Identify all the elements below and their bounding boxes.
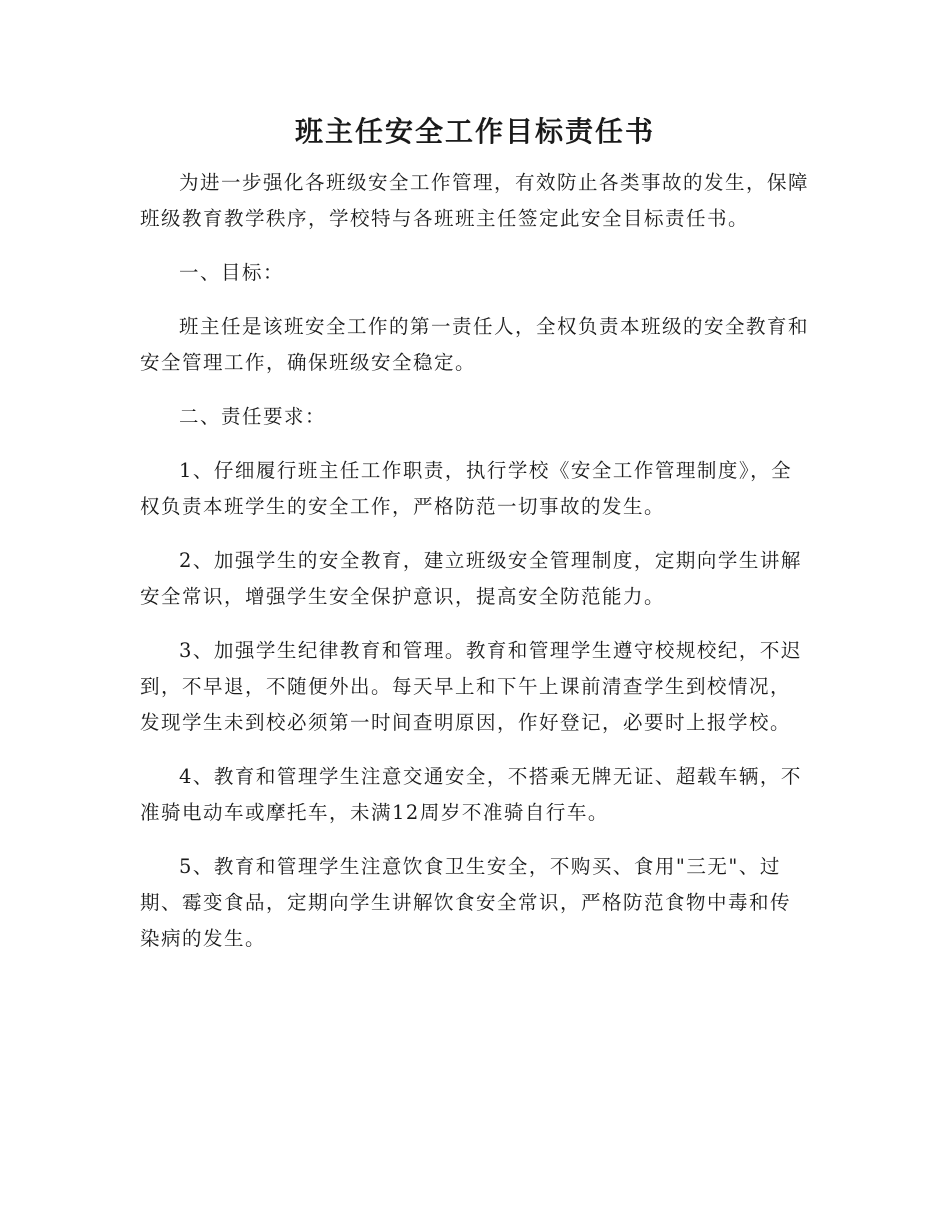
document-body — [140, 165, 810, 975]
requirement-item-3: 3、加强学生纪律教育和管理。教育和管理学生遵守校规校纪，不迟到，不早退，不随便外出。每天早上和下午上课前清查学生到校情况，发现学生未到校必须第一时间查明原因，作好登记，必要时上报学校。 — [140, 639, 802, 734]
requirement-item-4: 4、教育和管理学生注意交通安全，不搭乘无牌无证、超载车辆，不准骑电动车或摩托车，未满12周岁不准骑自行车。 — [140, 765, 802, 824]
section-heading-goal: 一、目标： — [179, 261, 285, 284]
document-title: 班主任安全工作目标责任书 — [294, 115, 655, 148]
requirement-item-2: 2、加强学生的安全教育，建立班级安全管理制度，定期向学生讲解安全常识，增强学生安全保护意识，提高安全防范能力。 — [140, 549, 802, 608]
requirement-item-1: 1、仔细履行班主任工作职责，执行学校《安全工作管理制度》，全权负责本班学生的安全工作，严格防范一切事故的发生。 — [140, 459, 793, 518]
intro-paragraph: 为进一步强化各班级安全工作管理，有效防止各类事故的发生，保障班级教育教学秩序，学校特与各班班主任签定此安全目标责任书。 — [140, 171, 810, 230]
section-heading-requirements: 二、责任要求： — [179, 405, 327, 428]
goal-paragraph: 班主任是该班安全工作的第一责任人，全权负责本班级的安全教育和安全管理工作，确保班级安全稳定。 — [140, 315, 810, 374]
requirement-item-5: 5、教育和管理学生注意饮食卫生安全，不购买、食用"三无"、过期、霉变食品，定期向学生讲解饮食安全常识，严格防范食物中毒和传染病的发生。 — [140, 855, 792, 950]
